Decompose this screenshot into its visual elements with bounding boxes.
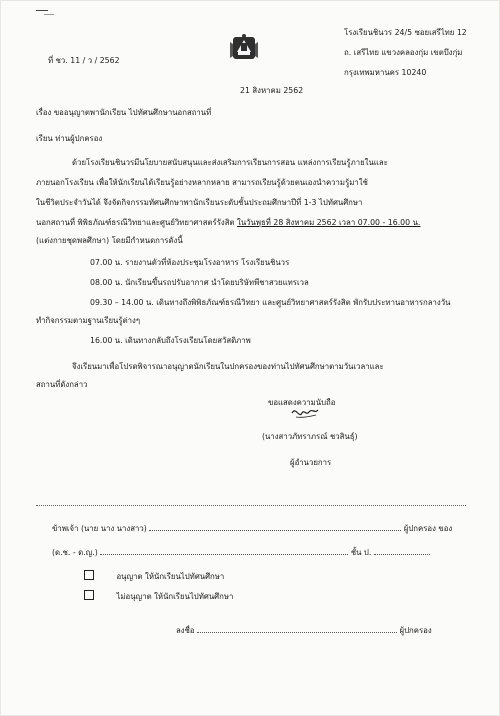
letter-date: 21 สิงหาคม 2562 bbox=[240, 86, 304, 95]
consent-deny-option[interactable] bbox=[84, 590, 233, 602]
document-number: ที่ ชว. 11 / ว / 2562 bbox=[48, 56, 120, 65]
schedule-item: 08.00 น. นักเรียนขึ้นรถปรับอากาศ นำโดยบริษัทพีชาสวยแทรเวล bbox=[90, 278, 309, 287]
allow-checkbox[interactable] bbox=[84, 570, 94, 580]
sign-regards: ขอแสดงความนับถือ bbox=[268, 398, 336, 407]
trip-date-time: ในวันพุธที่ 28 สิงหาคม 2562 เวลา 07.00 - 16.00 น. bbox=[237, 218, 421, 227]
schedule-item: 16.00 น. เดินทางกลับถึงโรงเรียนโดยสวัสดิภาพ bbox=[90, 336, 251, 345]
school-crest-icon bbox=[226, 32, 262, 64]
student-name-field[interactable] bbox=[100, 554, 348, 555]
grade-field[interactable] bbox=[374, 554, 430, 555]
guardian-name-field[interactable] bbox=[149, 530, 401, 531]
consent-guardian-row bbox=[52, 524, 452, 534]
school-address-line-2: ถ. เสรีไทย แขวงคลองกุ่ม เขตบึงกุ่ม bbox=[344, 48, 463, 57]
guardian-signature-field[interactable] bbox=[197, 632, 397, 633]
body-line: ในชีวิตประจำวันได้ จึงจัดกิจกรรมทัศนศึกษาพานักเรียนระดับชั้นประถมศึกษาปีที่ 1-3 ไปทัศนศึกษา bbox=[36, 198, 363, 207]
consent-allow-option[interactable] bbox=[84, 570, 224, 582]
signatory-name: (นางสาวภัทราภรณ์ ชวสินธุ์) bbox=[262, 432, 358, 441]
student-name-label: (ด.ช. - ด.ญ.) bbox=[52, 548, 98, 557]
signature-role-label: ผู้ปกครอง bbox=[399, 626, 432, 635]
closing-line: จึงเรียนมาเพื่อโปรดพิจารณาอนุญาตนักเรียนในปกครองของท่านไปทัศนศึกษาตามวันเวลาและ bbox=[72, 362, 384, 371]
closing-line: สถานที่ดังกล่าว bbox=[36, 380, 88, 389]
schedule-item: 09.30 – 14.00 น. เดินทางถึงพิพิธภัณฑ์ธรณีวิทยา และศูนย์วิทยาศาสตร์รังสิต พักรับประทานอาหารกลางวัน bbox=[90, 298, 451, 307]
letter-subject: เรื่อง ขออนุญาตพานักเรียน ไปทัศนศึกษานอกสถานที่ bbox=[36, 108, 212, 117]
cut-line-divider bbox=[36, 505, 466, 506]
consent-student-row bbox=[52, 548, 430, 558]
scan-mark bbox=[44, 14, 54, 15]
guardian-of-label: ผู้ปกครอง ของ bbox=[403, 524, 453, 533]
body-line bbox=[36, 218, 466, 236]
school-address-line-1: โรงเรียนชินวร 24/5 ซอยเสรีไทย 12 bbox=[344, 28, 467, 37]
schedule-list bbox=[36, 258, 466, 356]
deny-label: ไม่อนุญาต ให้นักเรียนไปทัศนศึกษา bbox=[116, 592, 234, 601]
guardian-signature-row bbox=[176, 626, 432, 636]
grade-label: ชั้น ป. bbox=[350, 548, 372, 557]
body-line-text: นอกสถานที่ พิพิธภัณฑ์ธรณีวิทยาและศูนย์วิทยาศาสตร์รังสิต bbox=[36, 218, 238, 227]
body-line: (แต่งกายชุดพลศึกษา) โดยมีกำหนดการดังนี้ bbox=[36, 236, 183, 245]
signature-label: ลงชื่อ bbox=[176, 626, 195, 635]
signatory-title: ผู้อำนวยการ bbox=[290, 458, 332, 467]
schedule-item-continued: ทำกิจกรรมตามฐานเรียนรู้ต่างๆ bbox=[36, 316, 141, 325]
schedule-item: 07.00 น. รายงานตัวที่ห้องประชุมโรงอาหาร โรงเรียนชินวร bbox=[90, 258, 290, 267]
guardian-name-label: ข้าพเจ้า (นาย นาง นางสาว) bbox=[52, 524, 147, 533]
letter-body bbox=[36, 158, 466, 256]
deny-checkbox[interactable] bbox=[84, 590, 94, 600]
letter-closing bbox=[36, 362, 466, 390]
scan-mark bbox=[36, 10, 48, 11]
signature-icon bbox=[290, 404, 320, 422]
school-address-line-3: กรุงเทพมหานคร 10240 bbox=[344, 68, 427, 77]
allow-label: อนุญาต ให้นักเรียนไปทัศนศึกษา bbox=[116, 572, 225, 581]
letter-salutation: เรียน ท่านผู้ปกครอง bbox=[36, 134, 103, 143]
body-line: ภายนอกโรงเรียน เพื่อให้นักเรียนได้เรียนรู้อย่างหลากหลาย สามารถเรียนรู้ด้วยตนเองนำความรู้มาใช้ bbox=[36, 178, 368, 187]
body-line: ด้วยโรงเรียนชินวรมีนโยบายสนับสนุนและส่งเสริมการเรียนการสอน แหล่งการเรียนรู้ภายในและ bbox=[72, 158, 388, 167]
